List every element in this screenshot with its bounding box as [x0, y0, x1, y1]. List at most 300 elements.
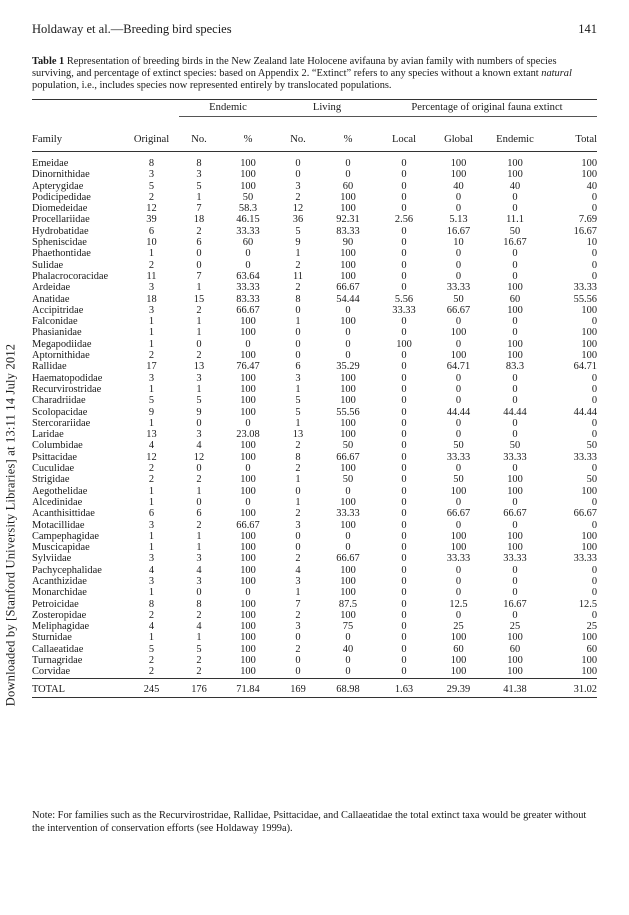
cell-local: 0: [401, 417, 407, 429]
cell-family: Accipitridae: [32, 304, 84, 316]
cell-living-pct: 90: [342, 237, 354, 249]
cell-living-pct: 50: [342, 440, 354, 452]
cell-endemic-no: 6: [196, 237, 202, 249]
group-header-endemic: Endemic: [179, 100, 277, 117]
cell-original: 4: [148, 564, 155, 576]
cell-living-pct: 100: [340, 248, 356, 260]
cell-original: 4: [148, 440, 155, 452]
table-row: [32, 373, 597, 384]
cell-endemic-no: 0: [196, 417, 202, 429]
table-label: Table 1: [32, 56, 65, 67]
cell-living-no: 2: [295, 259, 301, 271]
cell-original: 1: [148, 417, 155, 429]
cell-living-no: 3: [295, 180, 301, 192]
cell-global: 0: [455, 429, 462, 441]
cell-endemic-pct: 100: [240, 485, 256, 497]
page-header: [32, 22, 597, 38]
cell-endemic-no: 4: [196, 621, 202, 633]
group-header-living: Living: [277, 100, 377, 117]
cell-total: 100: [581, 485, 598, 497]
table-row: [32, 440, 597, 451]
table-footnote: Note: For families such as the Recurvirostridae, Rallidae, Psittacidae, and Callaeatidae the total extinct taxa would be greater without the intervention of conservation efforts (see Holdaway 1999a).: [32, 810, 587, 834]
table-row: [32, 305, 597, 316]
cell-endemic-no: 2: [196, 666, 202, 678]
cell-family: Sylviidae: [32, 553, 72, 565]
cell-global: 100: [450, 485, 467, 497]
cell-endemic-extinct: 100: [507, 655, 523, 667]
cell-local: 0: [401, 575, 407, 587]
cell-living-pct: 60: [342, 180, 354, 192]
cell-original: 11: [146, 270, 157, 282]
cell-local: 0: [401, 553, 407, 565]
cell-endemic-no: 7: [196, 270, 202, 282]
cell-endemic-no: 0: [196, 496, 202, 508]
table-row: [32, 553, 597, 564]
cell-global: 50: [453, 474, 464, 486]
cell-local: 0: [401, 203, 407, 215]
cell-endemic-extinct: 100: [507, 338, 523, 350]
cell-endemic-no: 1: [196, 327, 202, 339]
cell-living-no: 5: [295, 395, 301, 407]
cell-endemic-extinct: 100: [507, 304, 523, 316]
cell-local: 0: [401, 463, 407, 475]
cell-endemic-no: 7: [196, 203, 202, 215]
cell-endemic-extinct: 100: [507, 632, 523, 644]
total-row: [32, 678, 597, 697]
cell-living-pct: 100: [340, 417, 356, 429]
cell-local: 0: [401, 316, 407, 328]
cell-original: 12: [146, 451, 157, 463]
cell-family: Aegothelidae: [32, 485, 88, 497]
cell-family: Phasianidae: [32, 327, 82, 339]
cell-total: 0: [591, 383, 598, 395]
cell-endemic-extinct: 100: [507, 282, 523, 294]
cell-family: Falconidae: [32, 316, 78, 328]
cell-global: 100: [450, 169, 467, 181]
cell-endemic-pct: 100: [240, 609, 256, 621]
cell-living-no: 0: [295, 304, 301, 316]
cell-endemic-extinct: 40: [509, 180, 521, 192]
cell-endemic-pct: 0: [245, 496, 251, 508]
cell-endemic-no: 5: [196, 395, 202, 407]
download-watermark: [3, 343, 19, 707]
cell-total: 0: [591, 429, 598, 441]
cell-original: 5: [148, 395, 155, 407]
column-header-global: Global: [444, 134, 473, 145]
cell-original: 2: [148, 666, 155, 678]
column-header-living-no: No.: [290, 134, 306, 145]
cell-original: 8: [148, 598, 155, 610]
cell-total: 44.44: [573, 406, 598, 418]
cell-endemic-no: 8: [196, 158, 202, 169]
table-row: [32, 339, 597, 350]
cell-endemic-extinct: 25: [509, 621, 521, 633]
cell-global: 0: [455, 191, 462, 203]
cell-local: 0: [401, 632, 407, 644]
breeding-birds-table: [32, 99, 597, 698]
cell-family: Rallidae: [32, 361, 67, 373]
cell-living-no: 8: [295, 451, 301, 463]
table-row: [32, 576, 597, 587]
cell-global: 16.67: [446, 225, 471, 237]
table-row: [32, 384, 597, 395]
cell-living-no: 0: [295, 327, 301, 339]
cell-endemic-no: 3: [196, 169, 202, 181]
cell-living-no: 3: [295, 575, 301, 587]
cell-local: 0: [401, 666, 407, 678]
cell-original: 13: [146, 429, 157, 441]
cell-living-pct: 100: [340, 259, 356, 271]
table-row: [32, 429, 597, 440]
cell-endemic-no: 15: [193, 293, 205, 305]
cell-endemic-extinct: 0: [512, 191, 518, 203]
cell-family: Diomedeidae: [32, 203, 88, 215]
cell-family: Laridae: [32, 429, 64, 441]
cell-global: 10: [453, 237, 464, 249]
cell-total: 100: [581, 304, 598, 316]
column-header-original: Original: [133, 133, 170, 145]
cell-family: Petroicidae: [32, 598, 79, 610]
cell-living-pct: 54.44: [336, 293, 360, 305]
cell-original: 1: [148, 383, 155, 395]
table-row: [32, 248, 597, 259]
cell-global: 64.71: [446, 361, 471, 373]
cell-endemic-extinct: 60: [509, 293, 521, 305]
cell-original: 6: [148, 508, 155, 520]
cell-local: 0: [401, 383, 407, 395]
group-header-percentage: Percentage of original fauna extinct: [377, 100, 597, 117]
caption-italic-word: natural: [541, 68, 572, 79]
cell-endemic-pct: 60: [242, 237, 254, 249]
cell-total: 7.69: [578, 214, 598, 226]
cell-endemic-extinct: 0: [512, 270, 518, 282]
cell-total: 66.67: [573, 508, 598, 520]
column-header-total: Total: [575, 134, 598, 145]
cell-original: 2: [148, 463, 155, 475]
table-row: [32, 169, 597, 180]
cell-local: 0: [401, 429, 407, 441]
column-header-endemic-extinct: Endemic: [496, 134, 534, 145]
cell-endemic-no: 12: [193, 451, 205, 463]
cell-family: Campephagidae: [32, 530, 99, 542]
cell-global: 5.13: [449, 214, 468, 226]
cell-global: 0: [455, 316, 462, 328]
cell-family: Recurvirostridae: [32, 383, 102, 395]
cell-endemic-pct: 0: [245, 338, 251, 350]
cell-endemic-extinct: 0: [512, 575, 518, 587]
cell-total: 0: [591, 519, 598, 531]
cell-endemic-extinct: 100: [507, 169, 523, 181]
caption-text-b: population, i.e., includes species now represented entirely by translocated populations.: [32, 80, 392, 91]
cell-total: 33.33: [573, 553, 598, 565]
cell-original: 3: [148, 304, 155, 316]
table-row: [32, 271, 597, 282]
cell-endemic-no: 1: [196, 542, 202, 554]
cell-local: 0: [401, 259, 407, 271]
cell-endemic-extinct: 0: [512, 383, 518, 395]
cell-endemic-no: 18: [193, 214, 205, 226]
cell-living-no: 0: [295, 485, 301, 497]
cell-local: 0: [401, 485, 407, 497]
cell-local: 0: [401, 587, 407, 599]
cell-family: Acanthisittidae: [32, 508, 95, 520]
table-row: [32, 350, 597, 361]
cell-local: 0: [401, 496, 407, 508]
cell-living-no: 169: [290, 683, 306, 695]
cell-total: 100: [581, 530, 598, 542]
cell-total: 55.56: [573, 293, 598, 305]
cell-original: 2: [148, 655, 155, 667]
cell-global: 44.44: [446, 406, 471, 418]
group-header-row: [32, 100, 597, 117]
cell-total: 0: [591, 270, 598, 282]
cell-global: 100: [450, 655, 467, 667]
cell-local: 0: [401, 508, 407, 520]
cell-living-pct: 66.67: [336, 451, 360, 463]
table-row: [32, 327, 597, 338]
cell-living-no: 0: [295, 542, 301, 554]
cell-endemic-pct: 33.33: [236, 225, 260, 237]
cell-endemic-pct: 100: [240, 372, 256, 384]
cell-living-pct: 100: [340, 564, 356, 576]
cell-endemic-no: 0: [196, 259, 202, 271]
cell-living-no: 2: [295, 508, 301, 520]
cell-living-pct: 100: [340, 496, 356, 508]
cell-original: 1: [148, 316, 155, 328]
cell-original: 1: [148, 530, 155, 542]
cell-living-no: 2: [295, 440, 301, 452]
cell-total: 10: [586, 237, 598, 249]
cell-living-no: 0: [295, 655, 301, 667]
cell-original: 245: [143, 683, 160, 695]
cell-living-no: 3: [295, 372, 301, 384]
table-row: [32, 260, 597, 271]
cell-global: 25: [453, 621, 464, 633]
cell-living-no: 11: [292, 270, 303, 282]
cell-endemic-extinct: 16.67: [503, 237, 527, 249]
cell-endemic-pct: 100: [240, 169, 256, 181]
cell-living-no: 5: [295, 406, 301, 418]
cell-local: 0: [401, 451, 407, 463]
table-row: [32, 203, 597, 214]
cell-global: 0: [455, 609, 462, 621]
cell-original: 3: [148, 519, 155, 531]
cell-endemic-pct: 0: [245, 587, 251, 599]
table-row: [32, 632, 597, 643]
cell-living-no: 1: [295, 587, 301, 599]
caption-text-a: Representation of breeding birds in the New Zealand late Holocene avifauna by avian family with numbers of species surviving, and percentage of extinct species: based on Appendix 2. “Extinct” refers to any species without a known extant: [32, 56, 557, 79]
cell-original: 10: [146, 237, 157, 249]
table-row: [32, 152, 597, 170]
cell-endemic-extinct: 0: [512, 429, 518, 441]
cell-living-no: 12: [292, 203, 304, 215]
cell-endemic-pct: 76.47: [236, 361, 260, 373]
cell-living-pct: 0: [345, 655, 351, 667]
cell-total: 0: [591, 575, 598, 587]
cell-local: 0: [401, 609, 407, 621]
cell-total: 0: [591, 248, 598, 260]
cell-endemic-no: 6: [196, 508, 202, 520]
cell-family: Callaeatidae: [32, 643, 84, 655]
column-header-local: Local: [391, 134, 417, 145]
table-row: [32, 418, 597, 429]
cell-local: 100: [396, 338, 412, 350]
cell-living-no: 0: [295, 338, 301, 350]
cell-total: 33.33: [573, 282, 598, 294]
table-row: [32, 395, 597, 406]
cell-global: 0: [455, 372, 462, 384]
cell-local: 0: [401, 282, 407, 294]
cell-endemic-pct: 100: [240, 508, 256, 520]
cell-family: Acanthizidae: [32, 575, 87, 587]
cell-total: 16.67: [573, 225, 598, 237]
cell-global: 0: [455, 587, 462, 599]
table-row: [32, 192, 597, 203]
cell-original: 6: [148, 225, 155, 237]
cell-original: 2: [148, 609, 155, 621]
cell-living-no: 0: [295, 530, 301, 542]
cell-endemic-pct: 46.15: [236, 214, 260, 226]
cell-original: 12: [146, 203, 157, 215]
cell-living-no: 0: [295, 350, 301, 362]
cell-endemic-pct: 100: [240, 406, 256, 418]
cell-total: 100: [581, 542, 598, 554]
cell-endemic-no: 176: [191, 683, 207, 695]
cell-endemic-extinct: 83.3: [505, 361, 525, 373]
cell-endemic-no: 5: [196, 643, 202, 655]
cell-endemic-no: 2: [196, 350, 202, 362]
cell-living-no: 0: [295, 158, 301, 169]
cell-family: Sulidae: [32, 259, 64, 271]
cell-endemic-pct: 63.64: [236, 270, 260, 282]
cell-endemic-no: 2: [196, 304, 202, 316]
cell-endemic-extinct: 0: [512, 609, 518, 621]
cell-living-no: 13: [292, 429, 304, 441]
cell-global: 66.67: [446, 304, 471, 316]
cell-endemic-no: 1: [196, 485, 202, 497]
cell-global: 0: [455, 338, 462, 350]
cell-endemic-extinct: 66.67: [503, 508, 527, 520]
cell-total: 0: [591, 587, 598, 599]
cell-total: 12.5: [578, 598, 598, 610]
cell-original: 4: [148, 621, 155, 633]
cell-living-no: 0: [295, 632, 301, 644]
cell-total: 100: [581, 350, 598, 362]
cell-endemic-extinct: 0: [512, 417, 518, 429]
cell-endemic-no: 2: [196, 474, 202, 486]
cell-endemic-extinct: 33.33: [503, 553, 527, 565]
cell-global: 66.67: [446, 508, 471, 520]
cell-global: 29.39: [446, 683, 471, 695]
cell-endemic-extinct: 44.44: [503, 406, 527, 418]
cell-living-pct: 0: [345, 327, 351, 339]
cell-endemic-pct: 100: [240, 632, 256, 644]
cell-endemic-extinct: 0: [512, 327, 518, 339]
cell-living-pct: 92.31: [336, 214, 360, 226]
cell-local: 33.33: [392, 304, 416, 316]
table-row: [32, 655, 597, 666]
cell-endemic-extinct: 100: [507, 158, 523, 169]
cell-original: 5: [148, 643, 155, 655]
cell-living-no: 0: [295, 666, 301, 678]
cell-living-pct: 100: [340, 316, 356, 328]
table-row: [32, 452, 597, 463]
cell-living-no: 8: [295, 293, 301, 305]
cell-endemic-no: 3: [196, 429, 202, 441]
cell-living-pct: 100: [340, 519, 356, 531]
cell-total: 0: [591, 417, 598, 429]
cell-endemic-extinct: 50: [509, 225, 521, 237]
cell-endemic-pct: 100: [240, 440, 256, 452]
cell-total: 33.33: [573, 451, 598, 463]
cell-living-pct: 40: [342, 643, 354, 655]
cell-local: 0: [401, 361, 407, 373]
cell-living-no: 1: [295, 474, 301, 486]
cell-family: Emeidae: [32, 158, 69, 169]
cell-global: 0: [455, 417, 462, 429]
cell-living-no: 7: [295, 598, 301, 610]
cell-family: Ardeidae: [32, 282, 71, 294]
cell-original: 1: [148, 496, 155, 508]
cell-living-pct: 83.33: [336, 225, 360, 237]
cell-total: 100: [581, 158, 598, 169]
cell-endemic-extinct: 0: [512, 372, 518, 384]
table-row: [32, 316, 597, 327]
cell-endemic-no: 1: [196, 191, 202, 203]
cell-living-pct: 0: [345, 304, 351, 316]
cell-endemic-no: 8: [196, 598, 202, 610]
cell-family: Anatidae: [32, 293, 70, 305]
cell-original: 3: [148, 553, 155, 565]
table-row: [32, 666, 597, 678]
cell-local: 0: [401, 655, 407, 667]
cell-family: Scolopacidae: [32, 406, 88, 418]
cell-family: TOTAL: [32, 683, 66, 695]
cell-local: 0: [401, 542, 407, 554]
table-row: [32, 520, 597, 531]
cell-endemic-pct: 100: [240, 564, 256, 576]
table-row: [32, 497, 597, 508]
cell-endemic-no: 4: [196, 440, 202, 452]
table-row: [32, 474, 597, 485]
cell-endemic-pct: 100: [240, 621, 256, 633]
cell-original: 5: [148, 180, 155, 192]
cell-family: Haematopodidae: [32, 372, 103, 384]
cell-living-pct: 35.29: [336, 361, 360, 373]
cell-original: 3: [148, 282, 155, 294]
cell-endemic-pct: 100: [240, 474, 256, 486]
cell-original: 1: [148, 327, 155, 339]
cell-total: 0: [591, 496, 598, 508]
cell-local: 0: [401, 395, 407, 407]
cell-living-no: 2: [295, 463, 301, 475]
table-row: [32, 587, 597, 598]
cell-original: 2: [148, 350, 155, 362]
cell-total: 31.02: [573, 683, 598, 695]
cell-global: 0: [455, 575, 462, 587]
cell-living-pct: 100: [340, 383, 356, 395]
cell-endemic-pct: 100: [240, 327, 256, 339]
cell-endemic-extinct: 0: [512, 496, 518, 508]
cell-family: Apterygidae: [32, 180, 84, 192]
cell-endemic-pct: 66.67: [236, 519, 260, 531]
cell-endemic-pct: 0: [245, 248, 251, 260]
cell-living-pct: 0: [345, 530, 351, 542]
cell-global: 0: [455, 203, 462, 215]
table-row: [32, 610, 597, 621]
cell-endemic-no: 2: [196, 655, 202, 667]
cell-living-pct: 50: [342, 474, 354, 486]
